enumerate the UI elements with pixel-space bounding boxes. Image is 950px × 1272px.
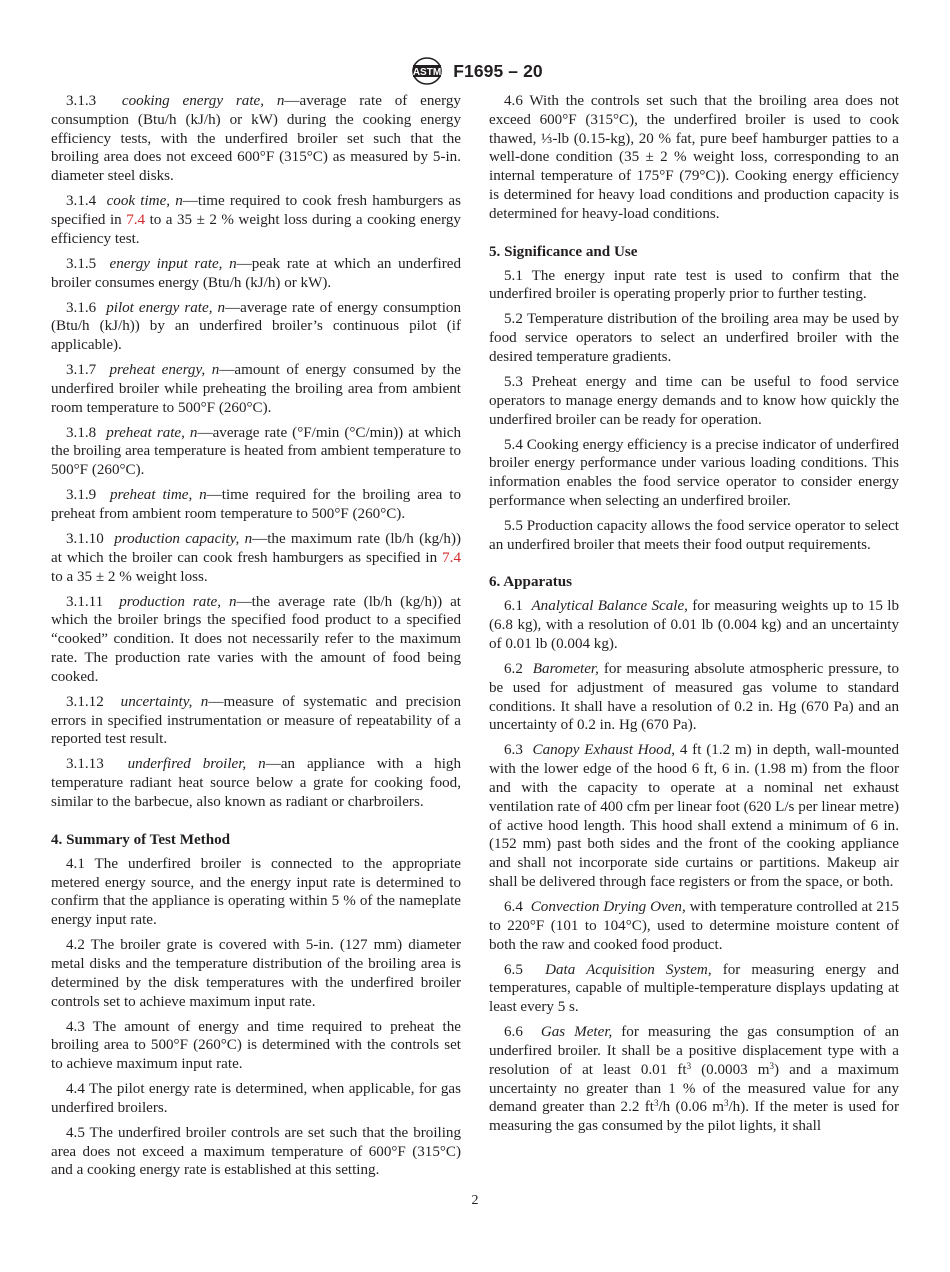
definition-3-1-7: 3.1.7 preheat energy, n—amount of energy consumed by the underfired broiler while preheating the broiling area from ambient room temperature to 500°F (260°C).	[51, 362, 461, 416]
paragraph-6-2: 6.2 Barometer, for measuring absolute atmospheric pressure, to be used for adjustment of measured gas volume to standard conditions. It shall have a resolution of 0.2 in. Hg (670 Pa) and an uncertainty of 0.2 in. Hg (670 Pa).	[489, 661, 899, 734]
svg-text:ASTM: ASTM	[413, 67, 442, 78]
paragraph-6-3: 6.3 Canopy Exhaust Hood, 4 ft (1.2 m) in depth, wall-mounted with the lower edge of the hood 6 ft, 6 in. (1.98 m) from the floor and with the capacity to operate at a nominal net exhaust ventilation rate of 400 cfm per linear foot (620 L/s per linear metre) of active hood length. This hood shall extend a minimum of 6 in. (152 mm) past both sides and the front of the cooking appliance and shall not incorporate side curtains or partitions. Makeup air shall be delivered through face registers or from the space, or both.	[489, 742, 899, 891]
right-column	[489, 92, 899, 1142]
definition-3-1-13: 3.1.13 underfired broiler, n—an appliance with a high temperature radiant heat source below a grate for cooking food, similar to the barbecue, also known as radiant or charbroilers.	[51, 756, 461, 810]
paragraph-6-1: 6.1 Analytical Balance Scale, for measuring weights up to 15 lb (6.8 kg), with a resolution of 0.01 lb (0.004 kg) and an uncertainty of 0.01 lb (0.004 kg).	[489, 598, 900, 653]
definition-3-1-4: 3.1.4 cook time, n—time required to cook fresh hamburgers as specified in 7.4 to a 35 ± 2 % weight loss during a cooking energy efficiency test.	[51, 193, 462, 247]
section-heading-5: 5. Significance and Use	[489, 243, 638, 260]
page-number: 2	[471, 1193, 479, 1208]
paragraph-5-3: 5.3 Preheat energy and time can be useful to food service operators to manage energy demands and to know how quickly the underfired broiler can be ready for operation.	[489, 373, 899, 428]
astm-logo-icon	[407, 55, 447, 87]
definition-3-1-12: 3.1.12 uncertainty, n—measure of systematic and precision errors in specified instrumentation or measure of repeatability of a reported test result.	[51, 693, 461, 748]
paragraph-5-1: 5.1 The energy input rate test is used to confirm that the underfired broiler is operating properly prior to further testing.	[489, 267, 899, 303]
left-column	[51, 92, 461, 1186]
section-heading-6: 6. Apparatus	[489, 574, 573, 591]
definition-3-1-10: 3.1.10 production capacity, n—the maximum rate (lb/h (kg/h)) at which the broiler can cook fresh hamburgers as specified in 7.4 to a 35 ± 2 % weight loss.	[51, 531, 461, 585]
paragraph-4-5: 4.5 The underfired broiler controls are set such that the broiling area does not exceed a maximum temperature of 600°F (315°C) and a cooking energy rate is established at this setting.	[51, 1124, 461, 1179]
definition-3-1-5: 3.1.5 energy input rate, n—peak rate at which an underfired broiler consumes energy (Btu/h (kJ/h) or kW).	[51, 255, 461, 291]
paragraph-4-6: 4.6 With the controls set such that the broiling area does not exceed 600°F (315°C), the underfired broiler is used to cook thawed, ⅓-lb (0.15-kg), 20 % fat, pure beef hamburger patties to a well-done condition (35 ± 2 % weight loss, corresponding to an internal temperature of 175°F (79°C)). Cooking energy efficiency is determined for heavy load conditions and production capacity is determined for heavy-load conditions.	[489, 93, 899, 222]
standard-designation: F1695 – 20	[453, 60, 543, 81]
definition-3-1-3: 3.1.3 cooking energy rate, n—average rate of energy consumption (Btu/h (kJ/h) or kW) during the cooking energy efficiency tests, with the underfired broiler set such that the broiling area does not exceed 600°F (315°C) as measured by 5-in. diameter steel disks.	[51, 93, 461, 185]
paragraph-5-2: 5.2 Temperature distribution of the broiling area may be used by food service operators to select an underfired broiler with the desired temperature gradients.	[489, 311, 899, 365]
section-reference-link[interactable]: 7.4	[126, 211, 146, 228]
definition-3-1-6: 3.1.6 pilot energy rate, n—average rate of energy consumption (Btu/h (kJ/h)) by an underfired broiler’s continuous pilot (if applicable).	[51, 299, 462, 354]
definition-3-1-8: 3.1.8 preheat rate, n—average rate (°F/min (°C/min)) at which the broiling area temperature is heated from ambient temperature to 500°F (260°C).	[51, 424, 462, 479]
paragraph-4-4: 4.4 The pilot energy rate is determined, when applicable, for gas underfired broilers.	[51, 1081, 461, 1116]
definition-3-1-11: 3.1.11 production rate, n—the average rate (lb/h (kg/h)) at which the broiler brings the specified food product to a specified “cooked” condition. It does not necessarily refer to the maximum rate. The production rate varies with the amount of food being cooked.	[51, 593, 462, 685]
page-header	[0, 54, 950, 88]
section-reference-link[interactable]: 7.4	[442, 549, 461, 566]
paragraph-5-5: 5.5 Production capacity allows the food service operator to select an underfired broiler that meets their food output requirements.	[489, 517, 899, 553]
paragraph-6-5: 6.5 Data Acquisition System, for measuring energy and temperatures, capable of multiple-temperature displays updating at least every 5 s.	[489, 961, 900, 1016]
definition-3-1-9: 3.1.9 preheat time, n—time required for the broiling area to preheat from ambient room temperature to 500°F (260°C).	[51, 487, 462, 523]
paragraph-5-4: 5.4 Cooking energy efficiency is a precise indicator of underfired broiler energy performance under various loading conditions. This information enables the food service operator to consider energy performance when selecting an underfired broiler.	[489, 436, 899, 509]
section-heading-4: 4. Summary of Test Method	[51, 831, 231, 848]
paragraph-4-3: 4.3 The amount of energy and time required to preheat the broiling area to 500°F (260°C) is determined with the controls set to achieve maximum input rate.	[51, 1018, 461, 1073]
paragraph-6-4: 6.4 Convection Drying Oven, with temperature controlled at 215 to 220°F (101 to 104°C), used to determine moisture content of both the raw and cooked food product.	[489, 899, 899, 953]
paragraph-6-6: 6.6 Gas Meter, for measuring the gas consumption of an underfired broiler. It shall be a positive displacement type with a resolution of at least 0.01 $ft^3$ (0.0003 $m^3$) and a maximum uncertainty no greater than 1 % of the measured value for any demand greater than 2.2 $ft^3/h$ (0.06 $m^3/h$). If the meter is used for measuring the gas consumed by the pilot lights, it shall	[489, 1024, 900, 1135]
paragraph-4-2: 4.2 The broiler grate is covered with 5-in. (127 mm) diameter metal disks and the temperature distribution of the broiling area is determined by the disk temperatures with the underfired broiler controls set to achieve maximum input rate.	[51, 937, 461, 1010]
paragraph-4-1: 4.1 The underfired broiler is connected to the appropriate metered energy source, and the energy input rate is determined to confirm that the appliance is operating within 5 % of the nameplate energy input rate.	[51, 855, 461, 929]
